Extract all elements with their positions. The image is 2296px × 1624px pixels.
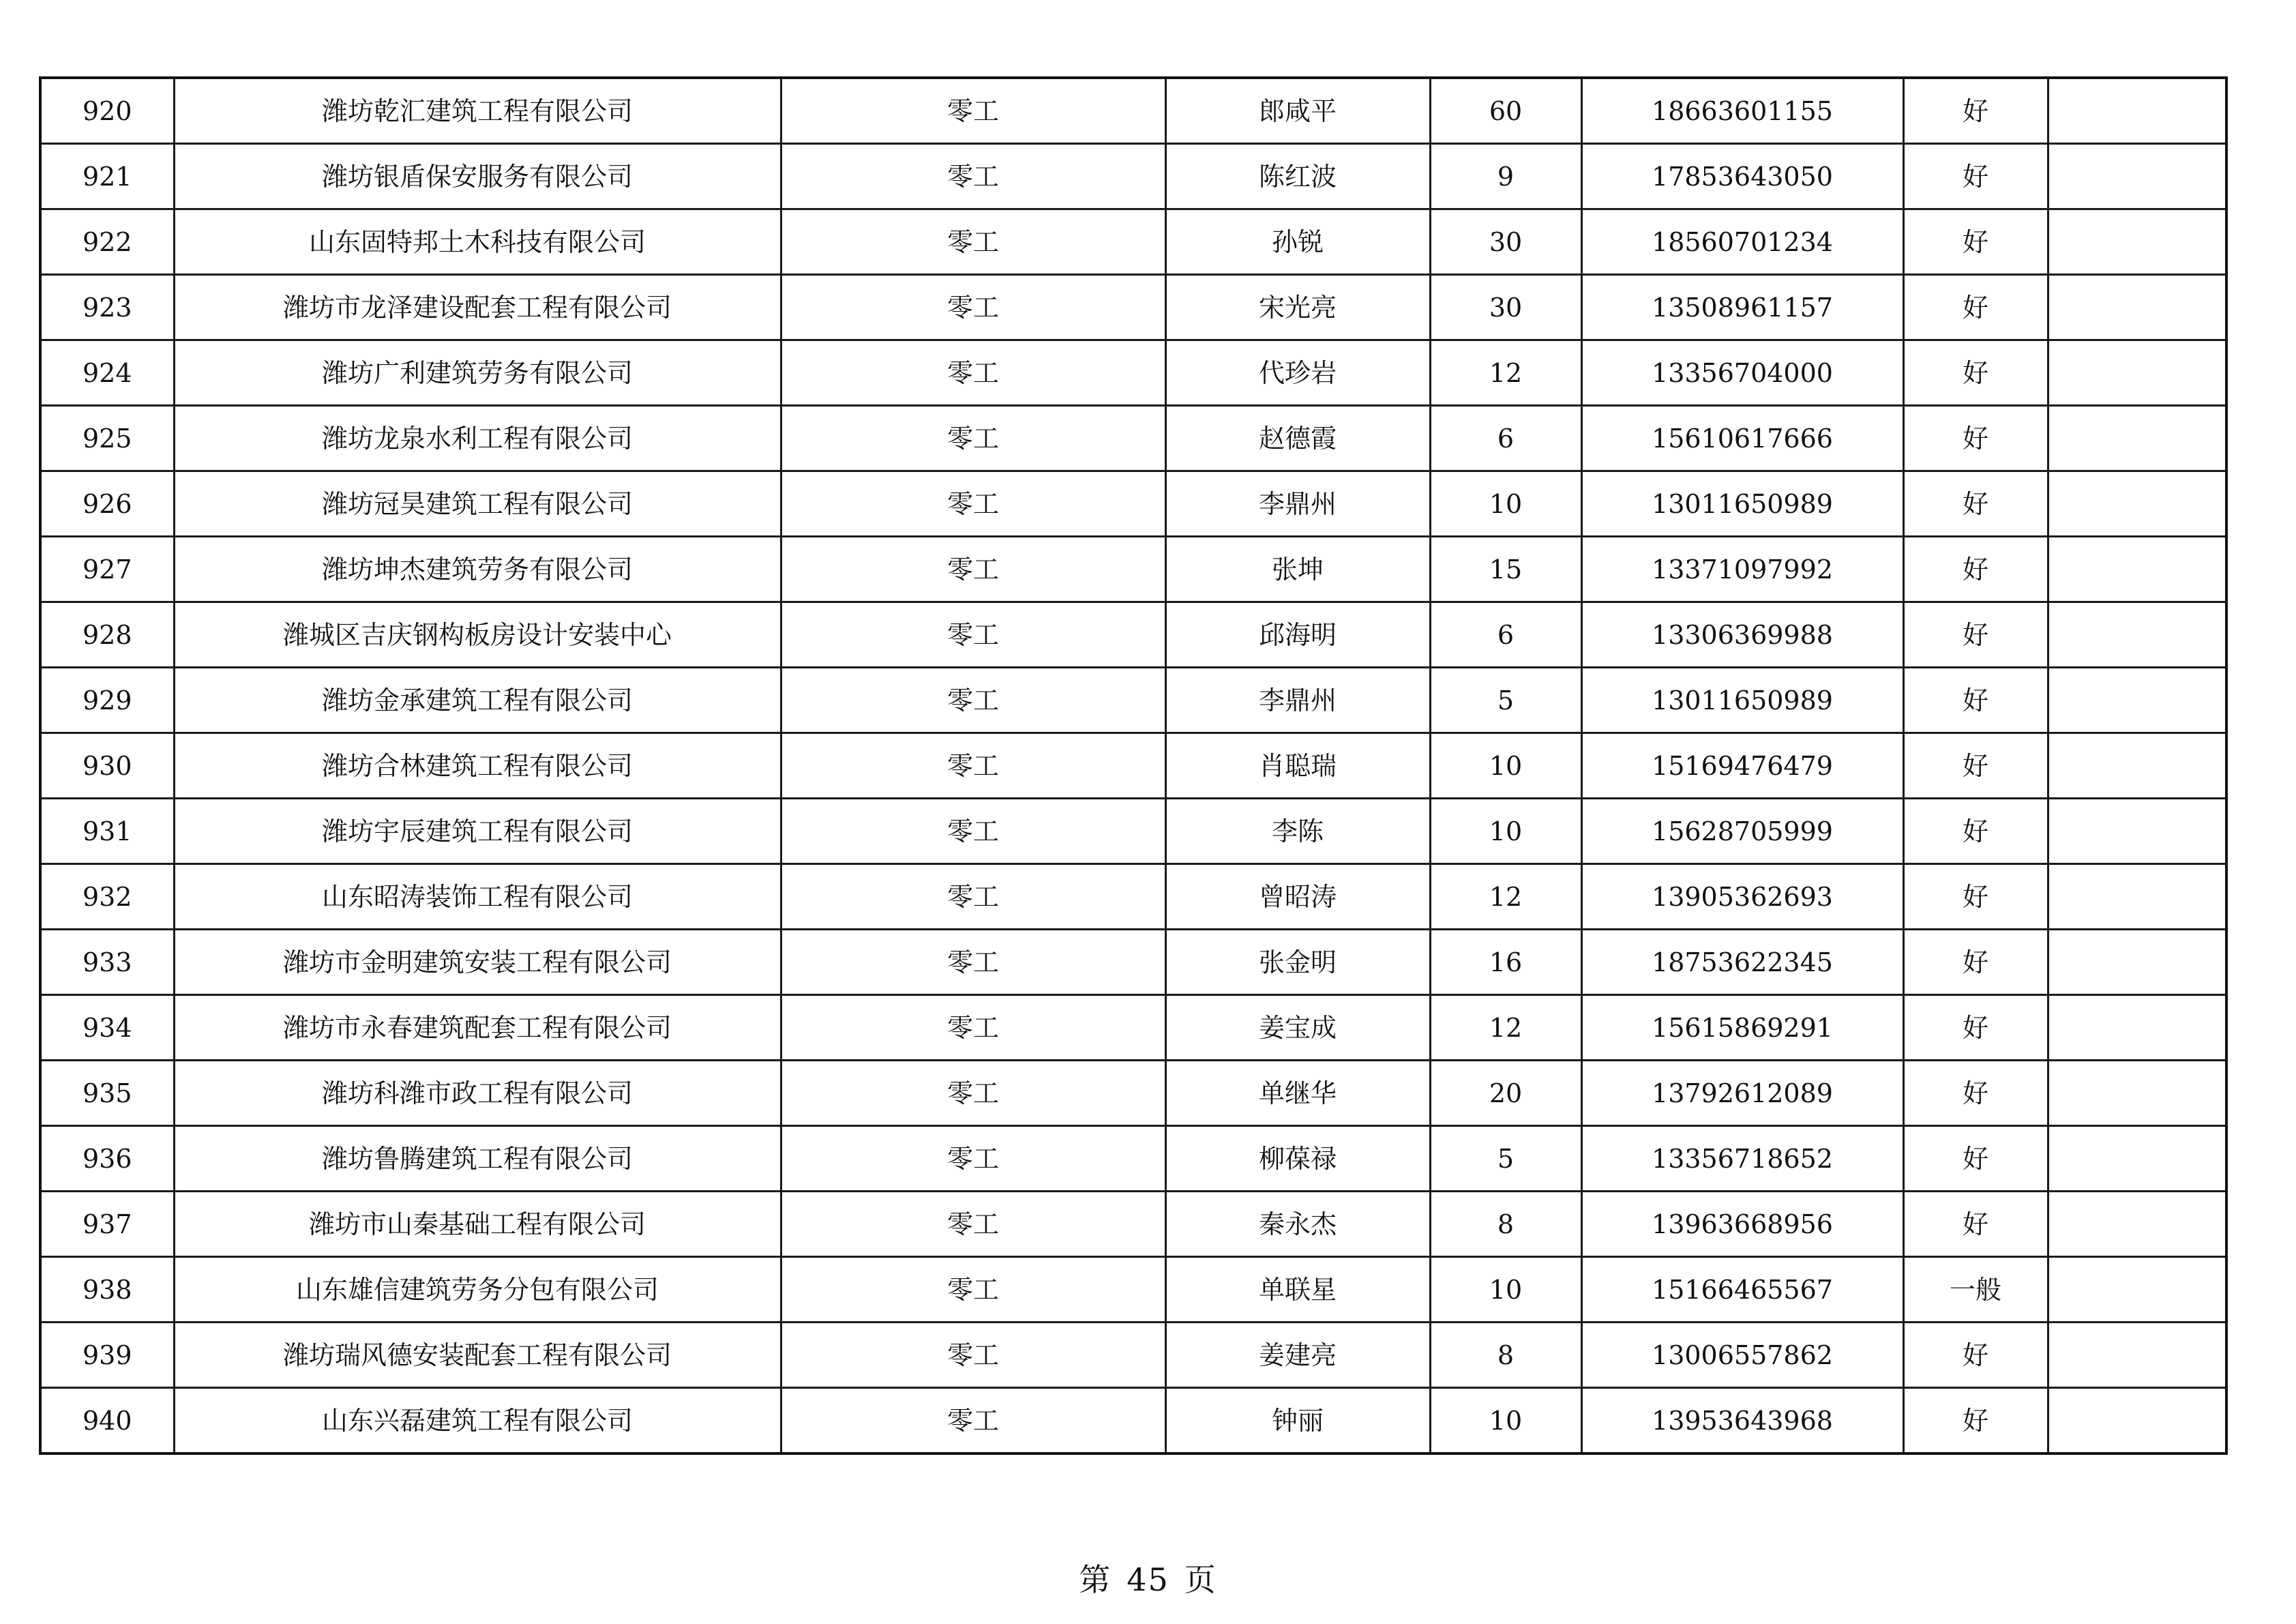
cell-company-name: 潍坊龙泉水利工程有限公司 [174,406,781,471]
cell-contact-person: 张金明 [1165,930,1430,995]
cell-job-type: 零工 [781,1061,1165,1126]
cell-contact-person: 张坤 [1165,537,1430,602]
cell-serial-number: 925 [40,406,174,471]
cell-headcount: 10 [1430,733,1581,799]
cell-contact-person: 柳葆禄 [1165,1126,1430,1192]
cell-remark [2048,995,2226,1061]
cell-job-type: 零工 [781,537,1165,602]
cell-company-name: 潍坊市山秦基础工程有限公司 [174,1192,781,1257]
cell-remark [2048,537,2226,602]
page-number: 45 [1127,1561,1169,1598]
cell-rating: 好 [1903,1126,2048,1192]
cell-company-name: 潍坊宇辰建筑工程有限公司 [174,799,781,864]
cell-company-name: 潍坊瑞风德安装配套工程有限公司 [174,1323,781,1388]
cell-phone-number: 13306369988 [1581,602,1903,668]
cell-job-type: 零工 [781,733,1165,799]
employer-roster-table [39,76,2228,1455]
cell-company-name: 山东昭涛装饰工程有限公司 [174,864,781,930]
cell-headcount: 12 [1430,340,1581,406]
cell-rating: 好 [1903,799,2048,864]
cell-serial-number: 936 [40,1126,174,1192]
cell-phone-number: 13905362693 [1581,864,1903,930]
cell-serial-number: 938 [40,1257,174,1323]
cell-remark [2048,1192,2226,1257]
cell-remark [2048,930,2226,995]
cell-remark [2048,340,2226,406]
cell-headcount: 8 [1430,1192,1581,1257]
table-row [40,930,2226,995]
page-footer-prefix: 第 [1079,1561,1112,1598]
cell-contact-person: 赵德霞 [1165,406,1430,471]
cell-job-type: 零工 [781,1323,1165,1388]
cell-serial-number: 924 [40,340,174,406]
cell-phone-number: 15628705999 [1581,799,1903,864]
cell-headcount: 16 [1430,930,1581,995]
cell-rating: 好 [1903,537,2048,602]
cell-rating: 好 [1903,930,2048,995]
cell-phone-number: 13356718652 [1581,1126,1903,1192]
cell-serial-number: 929 [40,668,174,733]
cell-headcount: 20 [1430,1061,1581,1126]
cell-rating: 好 [1903,995,2048,1061]
cell-company-name: 潍坊坤杰建筑劳务有限公司 [174,537,781,602]
cell-headcount: 10 [1430,1257,1581,1323]
cell-headcount: 12 [1430,864,1581,930]
cell-serial-number: 934 [40,995,174,1061]
table-row [40,1323,2226,1388]
cell-phone-number: 13006557862 [1581,1323,1903,1388]
cell-phone-number: 13011650989 [1581,668,1903,733]
cell-job-type: 零工 [781,668,1165,733]
cell-phone-number: 17853643050 [1581,144,1903,209]
cell-company-name: 潍坊科潍市政工程有限公司 [174,1061,781,1126]
cell-contact-person: 陈红波 [1165,144,1430,209]
cell-phone-number: 15615869291 [1581,995,1903,1061]
cell-phone-number: 13356704000 [1581,340,1903,406]
cell-rating: 好 [1903,275,2048,340]
table-row [40,602,2226,668]
cell-company-name: 潍坊金承建筑工程有限公司 [174,668,781,733]
cell-job-type: 零工 [781,406,1165,471]
cell-headcount: 10 [1430,799,1581,864]
page-footer [0,1555,2296,1600]
cell-serial-number: 935 [40,1061,174,1126]
table-row [40,275,2226,340]
cell-contact-person: 曾昭涛 [1165,864,1430,930]
cell-phone-number: 18560701234 [1581,209,1903,275]
table-row [40,799,2226,864]
cell-serial-number: 940 [40,1388,174,1454]
cell-job-type: 零工 [781,1126,1165,1192]
cell-job-type: 零工 [781,471,1165,537]
table-row [40,144,2226,209]
cell-phone-number: 15169476479 [1581,733,1903,799]
cell-serial-number: 921 [40,144,174,209]
cell-headcount: 10 [1430,1388,1581,1454]
cell-contact-person: 李鼎州 [1165,668,1430,733]
cell-company-name: 潍坊鲁腾建筑工程有限公司 [174,1126,781,1192]
cell-phone-number: 13792612089 [1581,1061,1903,1126]
cell-headcount: 15 [1430,537,1581,602]
cell-job-type: 零工 [781,1388,1165,1454]
cell-remark [2048,799,2226,864]
cell-rating: 好 [1903,668,2048,733]
cell-headcount: 5 [1430,1126,1581,1192]
cell-company-name: 潍坊市金明建筑安装工程有限公司 [174,930,781,995]
table-row [40,209,2226,275]
cell-rating: 好 [1903,1388,2048,1454]
cell-remark [2048,1323,2226,1388]
cell-contact-person: 邱海明 [1165,602,1430,668]
cell-remark [2048,1388,2226,1454]
table-row [40,537,2226,602]
cell-job-type: 零工 [781,799,1165,864]
cell-serial-number: 932 [40,864,174,930]
cell-contact-person: 李鼎州 [1165,471,1430,537]
cell-headcount: 5 [1430,668,1581,733]
table-row [40,406,2226,471]
cell-remark [2048,602,2226,668]
cell-serial-number: 931 [40,799,174,864]
cell-contact-person: 姜建亮 [1165,1323,1430,1388]
cell-serial-number: 930 [40,733,174,799]
cell-serial-number: 933 [40,930,174,995]
cell-phone-number: 13508961157 [1581,275,1903,340]
cell-job-type: 零工 [781,78,1165,144]
table-row [40,1388,2226,1454]
cell-headcount: 10 [1430,471,1581,537]
cell-remark [2048,1061,2226,1126]
cell-job-type: 零工 [781,602,1165,668]
cell-phone-number: 15166465567 [1581,1257,1903,1323]
cell-rating: 好 [1903,1061,2048,1126]
cell-job-type: 零工 [781,995,1165,1061]
cell-company-name: 山东固特邦土木科技有限公司 [174,209,781,275]
cell-rating: 一般 [1903,1257,2048,1323]
cell-remark [2048,209,2226,275]
cell-rating: 好 [1903,340,2048,406]
cell-serial-number: 923 [40,275,174,340]
cell-serial-number: 926 [40,471,174,537]
cell-rating: 好 [1903,864,2048,930]
cell-contact-person: 钟丽 [1165,1388,1430,1454]
cell-remark [2048,144,2226,209]
cell-headcount: 30 [1430,209,1581,275]
cell-remark [2048,1257,2226,1323]
cell-job-type: 零工 [781,1257,1165,1323]
cell-remark [2048,471,2226,537]
cell-job-type: 零工 [781,1192,1165,1257]
cell-job-type: 零工 [781,930,1165,995]
cell-contact-person: 单联星 [1165,1257,1430,1323]
cell-contact-person: 姜宝成 [1165,995,1430,1061]
cell-serial-number: 928 [40,602,174,668]
cell-remark [2048,275,2226,340]
cell-phone-number: 18753622345 [1581,930,1903,995]
cell-serial-number: 927 [40,537,174,602]
cell-rating: 好 [1903,602,2048,668]
table-row [40,1061,2226,1126]
cell-remark [2048,864,2226,930]
cell-remark [2048,406,2226,471]
cell-job-type: 零工 [781,275,1165,340]
cell-rating: 好 [1903,471,2048,537]
cell-serial-number: 922 [40,209,174,275]
cell-contact-person: 代珍岩 [1165,340,1430,406]
cell-company-name: 潍坊市永春建筑配套工程有限公司 [174,995,781,1061]
cell-rating: 好 [1903,733,2048,799]
cell-job-type: 零工 [781,864,1165,930]
cell-remark [2048,78,2226,144]
cell-company-name: 潍城区吉庆钢构板房设计安装中心 [174,602,781,668]
cell-company-name: 潍坊市龙泽建设配套工程有限公司 [174,275,781,340]
cell-company-name: 潍坊合林建筑工程有限公司 [174,733,781,799]
cell-headcount: 6 [1430,602,1581,668]
cell-serial-number: 937 [40,1192,174,1257]
cell-headcount: 8 [1430,1323,1581,1388]
table-row [40,1192,2226,1257]
cell-serial-number: 939 [40,1323,174,1388]
table-row [40,1126,2226,1192]
cell-company-name: 山东兴磊建筑工程有限公司 [174,1388,781,1454]
cell-contact-person: 秦永杰 [1165,1192,1430,1257]
cell-company-name: 山东雄信建筑劳务分包有限公司 [174,1257,781,1323]
cell-rating: 好 [1903,78,2048,144]
cell-company-name: 潍坊广利建筑劳务有限公司 [174,340,781,406]
cell-job-type: 零工 [781,144,1165,209]
cell-remark [2048,668,2226,733]
table-row [40,733,2226,799]
cell-serial-number: 920 [40,78,174,144]
cell-headcount: 6 [1430,406,1581,471]
cell-contact-person: 孙锐 [1165,209,1430,275]
cell-company-name: 潍坊乾汇建筑工程有限公司 [174,78,781,144]
table-row [40,995,2226,1061]
cell-rating: 好 [1903,1192,2048,1257]
cell-phone-number: 13953643968 [1581,1388,1903,1454]
cell-contact-person: 单继华 [1165,1061,1430,1126]
roster-body [40,78,2226,1453]
cell-phone-number: 13371097992 [1581,537,1903,602]
cell-company-name: 潍坊冠昊建筑工程有限公司 [174,471,781,537]
cell-headcount: 9 [1430,144,1581,209]
cell-job-type: 零工 [781,340,1165,406]
cell-headcount: 30 [1430,275,1581,340]
cell-rating: 好 [1903,144,2048,209]
table-row [40,78,2226,144]
cell-job-type: 零工 [781,209,1165,275]
table-row [40,471,2226,537]
cell-contact-person: 肖聪瑞 [1165,733,1430,799]
cell-remark [2048,1126,2226,1192]
cell-headcount: 60 [1430,78,1581,144]
cell-phone-number: 13011650989 [1581,471,1903,537]
cell-phone-number: 18663601155 [1581,78,1903,144]
table-row [40,864,2226,930]
cell-rating: 好 [1903,406,2048,471]
cell-headcount: 12 [1430,995,1581,1061]
cell-remark [2048,733,2226,799]
cell-contact-person: 宋光亮 [1165,275,1430,340]
cell-company-name: 潍坊银盾保安服务有限公司 [174,144,781,209]
cell-contact-person: 李陈 [1165,799,1430,864]
cell-phone-number: 13963668956 [1581,1192,1903,1257]
table-row [40,1257,2226,1323]
cell-contact-person: 郎咸平 [1165,78,1430,144]
cell-phone-number: 15610617666 [1581,406,1903,471]
cell-rating: 好 [1903,1323,2048,1388]
page-footer-suffix: 页 [1184,1561,1217,1598]
table-row [40,340,2226,406]
table-row [40,668,2226,733]
cell-rating: 好 [1903,209,2048,275]
